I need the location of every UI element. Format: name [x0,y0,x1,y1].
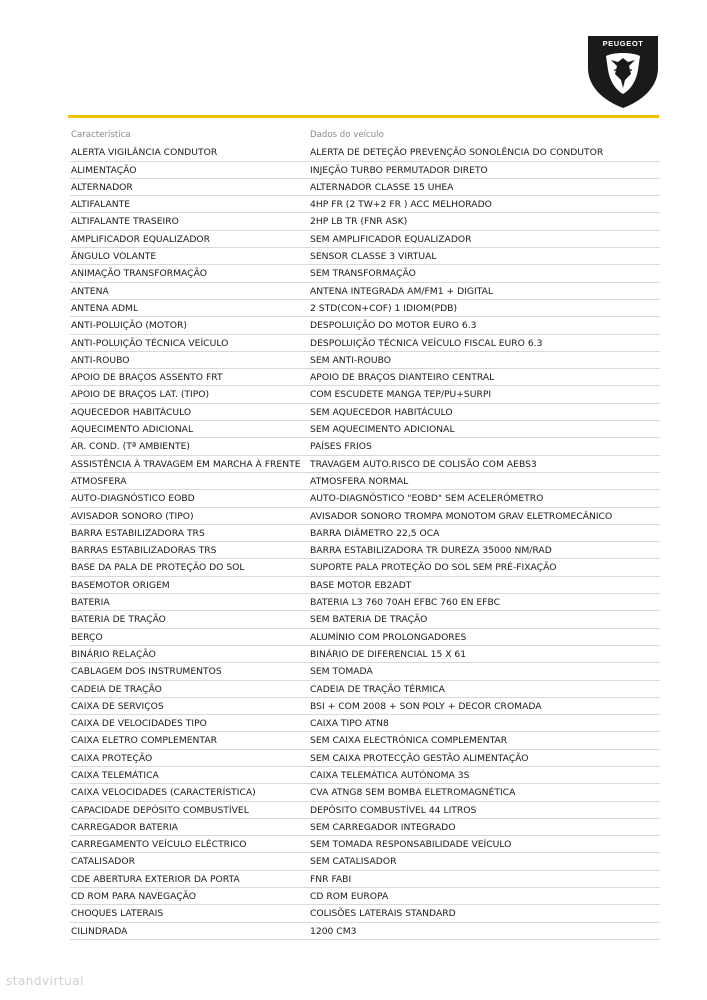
table-row [70,732,660,749]
value-cell: COM ESCUDETE MANGA TEP/PU+SURPI [310,389,492,401]
table-row [70,542,660,559]
value-cell: CVA ATNG8 SEM BOMBA ELETROMAGNÉTICA [310,787,516,799]
value-cell: CADEIA DE TRAÇÃO TÉRMICA [310,683,445,695]
feature-cell: ANTENA ADML [71,302,139,314]
feature-cell: BARRA ESTABILIZADORA TRS [71,527,205,539]
feature-cell: CAIXA PROTEÇÃO [71,752,153,764]
feature-cell: ANTI-ROUBO [71,354,130,366]
value-cell: SEM CATALISADOR [310,856,397,868]
value-cell: BSI + COM 2008 + SON POLY + DECOR CROMADA [310,700,542,712]
table-row [70,265,660,282]
table-row [70,404,660,421]
table-row [70,525,660,542]
table-row [70,162,660,179]
feature-cell: ALERTA VIGILÂNCIA CONDUTOR [71,147,218,159]
value-cell: BINÁRIO DE DIFERENCIAL 15 X 61 [310,648,467,660]
specs-table [70,127,660,940]
feature-cell: CDE ABERTURA EXTERIOR DA PORTA [71,873,240,885]
value-cell: CD ROM EUROPA [310,891,389,903]
table-row [70,317,660,334]
value-cell: 2HP LB TR (FNR ASK) [310,216,408,228]
value-cell: SEM AMPLIFICADOR EQUALIZADOR [310,233,472,245]
table-row [70,386,660,403]
table-row [70,767,660,784]
feature-cell: CILINDRADA [71,925,128,937]
value-cell: BATERIA L3 760 70AH EFBC 760 EN EFBC [310,597,501,609]
feature-cell: AR. COND. (Tª AMBIENTE) [71,441,190,453]
value-cell: AVISADOR SONORO TROMPA MONOTOM GRAV ELETROMECÂNICO [310,510,613,522]
feature-cell: AUTO-DIAGNÓSTICO EOBD [71,493,195,505]
table-row [70,490,660,507]
value-cell: SEM TOMADA [310,666,373,678]
value-cell: 1200 CM3 [310,925,357,937]
value-cell: FNR FABI [310,873,352,885]
table-row [70,836,660,853]
feature-cell: ALIMENTAÇÃO [71,164,137,176]
feature-cell: AQUECEDOR HABITÁCULO [71,406,192,418]
feature-cell: CADEIA DE TRAÇÃO [71,683,162,695]
feature-cell: CAIXA DE SERVIÇOS [71,700,164,712]
value-cell: DESPOLUIÇÃO TÉCNICA VEÍCULO FISCAL EURO 6.3 [310,337,543,349]
table-header [70,127,660,144]
feature-cell: ANTENA [71,285,109,297]
value-cell: ANTENA INTEGRADA AM/FM1 + DIGITAL [310,285,494,297]
peugeot-logo [584,30,662,110]
header-divider [68,115,659,118]
value-cell: CAIXA TELEMÁTICA AUTÓNOMA 3S [310,769,470,781]
table-row [70,629,660,646]
feature-cell: CAIXA TELEMÁTICA [71,769,159,781]
value-cell: 2 STD(CON+COF) 1 IDIOM(PDB) [310,302,458,314]
table-row [70,698,660,715]
value-cell: SENSOR CLASSE 3 VIRTUAL [310,251,437,263]
value-cell: SEM CAIXA ELECTRÓNICA COMPLEMENTAR [310,735,508,747]
table-row [70,663,660,680]
table-row [70,853,660,870]
value-cell: SEM CAIXA PROTECÇÃO GESTÃO ALIMENTAÇÃO [310,752,529,764]
value-cell: DESPOLUIÇÃO DO MOTOR EURO 6.3 [310,320,477,332]
value-cell: SEM ANTI-ROUBO [310,354,391,366]
feature-cell: CHOQUES LATERAIS [71,908,164,920]
value-cell: SUPORTE PALA PROTEÇÃO DO SOL SEM PRÉ-FIXAÇÃO [310,562,557,574]
value-cell: BARRA DIÂMETRO 22,5 OCA [310,527,440,539]
table-row [70,750,660,767]
table-row [70,577,660,594]
value-cell: SEM AQUECEDOR HABITÁCULO [310,406,453,418]
feature-cell: ÂNGULO VOLANTE [71,251,157,263]
feature-cell: ALTERNADOR [71,181,133,193]
feature-cell: ANTI-POLUIÇÃO TÉCNICA VEÍCULO [71,337,229,349]
value-cell: SEM AQUECIMENTO ADICIONAL [310,424,455,436]
table-row [70,283,660,300]
feature-cell: CARREGAMENTO VEÍCULO ELÉCTRICO [71,839,247,851]
feature-cell: CAIXA DE VELOCIDADES TIPO [71,718,207,730]
table-row [70,646,660,663]
table-row [70,369,660,386]
feature-cell: BATERIA DE TRAÇÃO [71,614,166,626]
feature-cell: ANTI-POLUIÇÃO (MOTOR) [71,320,187,332]
value-cell: PAÍSES FRIOS [310,441,372,453]
value-cell: INJEÇÃO TURBO PERMUTADOR DIRETO [310,164,488,176]
table-row [70,438,660,455]
table-row [70,905,660,922]
table-row [70,802,660,819]
feature-cell: CATALISADOR [71,856,135,868]
value-cell: AUTO-DIAGNÓSTICO "EOBD" SEM ACELERÓMETRO [310,493,544,505]
feature-cell: BINÁRIO RELAÇÃO [71,648,156,660]
value-cell: BASE MOTOR EB2ADT [310,579,412,591]
feature-cell: ALTIFALANTE TRASEIRO [71,216,179,228]
table-row [70,681,660,698]
feature-cell: ALTIFALANTE [71,199,131,211]
column-header-vehicle-data: Dados do veículo [310,130,384,140]
feature-cell: AMPLIFICADOR EQUALIZADOR [71,233,211,245]
feature-cell: CABLAGEM DOS INSTRUMENTOS [71,666,222,678]
feature-cell: CAIXA ELETRO COMPLEMENTAR [71,735,217,747]
feature-cell: APOIO DE BRAÇOS ASSENTO FRT [71,372,223,384]
value-cell: ATMOSFERA NORMAL [310,475,409,487]
feature-cell: ATMOSFERA [71,475,127,487]
feature-cell: BARRAS ESTABILIZADORAS TRS [71,545,217,557]
table-row [70,456,660,473]
value-cell: SEM CARREGADOR INTEGRADO [310,821,456,833]
feature-cell: CAIXA VELOCIDADES (CARACTERÍSTICA) [71,787,256,799]
table-row [70,231,660,248]
lion-shield-icon [584,30,662,110]
feature-cell: CAPACIDADE DEPÓSITO COMBUSTÍVEL [71,804,249,816]
value-cell: BARRA ESTABILIZADORA TR DUREZA 35000 NM/RAD [310,545,552,557]
feature-cell: AVISADOR SONORO (TIPO) [71,510,194,522]
value-cell: CAIXA TIPO ATN8 [310,718,389,730]
value-cell: APOIO DE BRAÇOS DIANTEIRO CENTRAL [310,372,495,384]
table-row [70,300,660,317]
feature-cell: CD ROM PARA NAVEGAÇÃO [71,891,196,903]
table-row [70,421,660,438]
value-cell: COLISÕES LATERAIS STANDARD [310,908,456,920]
feature-cell: BATERIA [71,597,110,609]
value-cell: ALUMÍNIO COM PROLONGADORES [310,631,467,643]
table-row [70,352,660,369]
feature-cell: APOIO DE BRAÇOS LAT. (TIPO) [71,389,210,401]
feature-cell: ANIMAÇÃO TRANSFORMAÇÃO [71,268,207,280]
value-cell: ALERTA DE DETEÇÃO PREVENÇÃO SONOLÊNCIA DO CONDUTOR [310,147,604,159]
table-row [70,784,660,801]
table-row [70,871,660,888]
value-cell: ALTERNADOR CLASSE 15 UHEA [310,181,454,193]
table-row [70,213,660,230]
table-row [70,611,660,628]
table-row [70,248,660,265]
table-row [70,819,660,836]
table-row [70,473,660,490]
feature-cell: BASEMOTOR ORIGEM [71,579,170,591]
feature-cell: ASSISTÊNCIA À TRAVAGEM EM MARCHA À FRENTE [71,458,301,470]
watermark: standvirtual [6,974,84,988]
table-row [70,594,660,611]
value-cell: TRAVAGEM AUTO.RISCO DE COLISÃO COM AEBS3 [310,458,537,470]
table-row [70,923,660,940]
value-cell: 4HP FR (2 TW+2 FR ) ACC MELHORADO [310,199,492,211]
feature-cell: AQUECIMENTO ADICIONAL [71,424,194,436]
value-cell: SEM BATERIA DE TRAÇÃO [310,614,428,626]
table-row [70,335,660,352]
feature-cell: BASE DA PALA DE PROTEÇÃO DO SOL [71,562,245,574]
value-cell: DEPÓSITO COMBUSTÍVEL 44 LITROS [310,804,477,816]
table-row [70,559,660,576]
logo-text: PEUGEOT [602,39,644,48]
value-cell: SEM TOMADA RESPONSABILIDADE VEÍCULO [310,839,512,851]
table-row [70,508,660,525]
table-row [70,196,660,213]
column-header-feature: Característica [71,130,131,140]
table-row [70,888,660,905]
feature-cell: CARREGADOR BATERIA [71,821,178,833]
table-row [70,179,660,196]
table-row [70,715,660,732]
table-row [70,144,660,161]
value-cell: SEM TRANSFORMAÇÃO [310,268,416,280]
feature-cell: BERÇO [71,631,103,643]
